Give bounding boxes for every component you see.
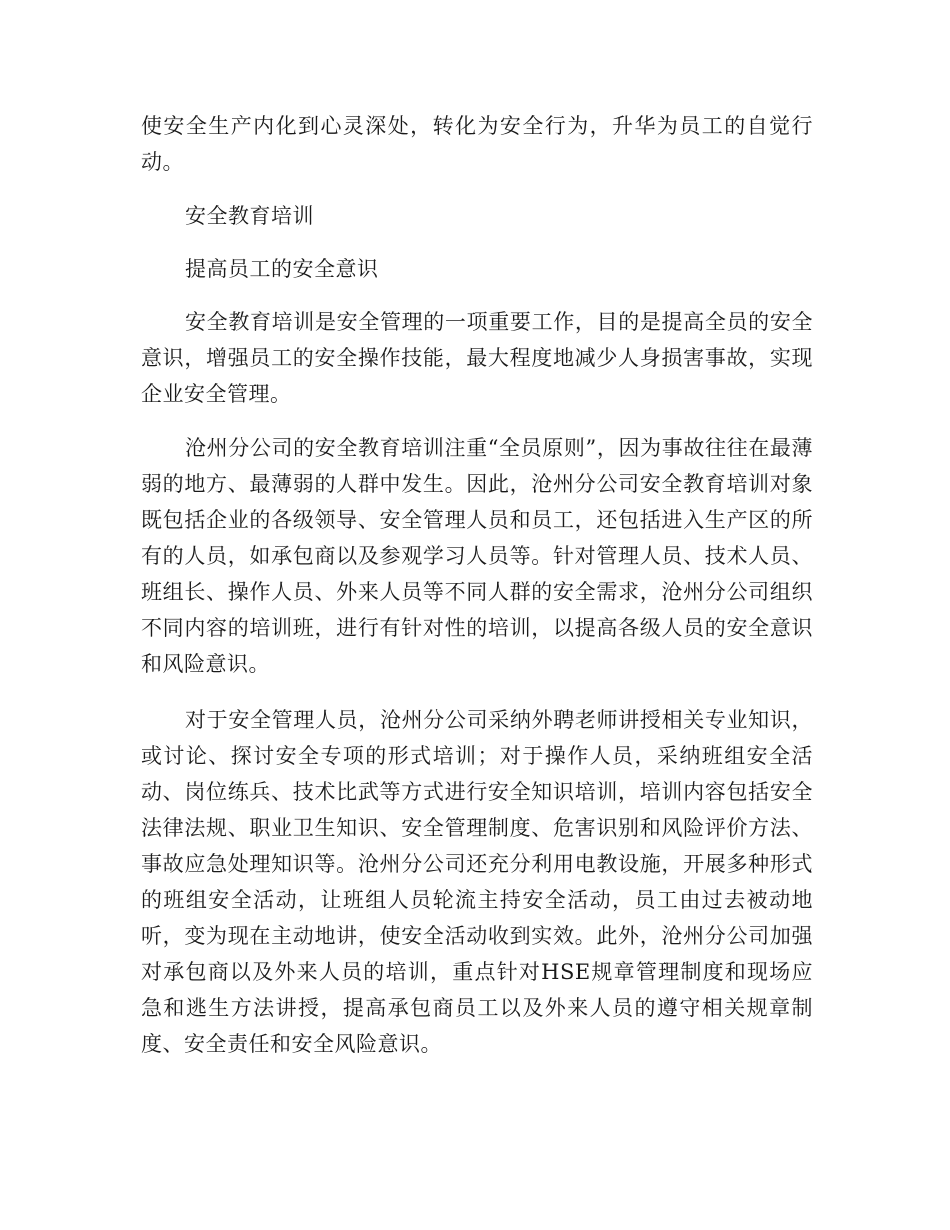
paragraph-intro: 安全教育培训是安全管理的一项重要工作，目的是提高全员的安全意识，增强员工的安全操作技能，最大程度地减少人身损害事故，实现企业安全管理。	[141, 310, 813, 406]
paragraph-all-staff-principle: 沧州分公司的安全教育培训注重“全员原则”，因为事故往往在最薄弱的地方、最薄弱的人群中发生。因此，沧州分公司安全教育培训对象既包括企业的各级领导、安全管理人员和员工，还包括进入生产区的所有的人员，如承包商以及参观学习人员等。针对管理人员、技术人员、班组长、操作人员、外来人员等不同人群的安全需求，沧州分公司组织不同内容的培训班，进行有针对性的培训，以提高各级人员的安全意识和风险意识。	[141, 436, 813, 676]
paragraph-continuation: 使安全生产内化到心灵深处，转化为安全行为，升华为员工的自觉行动。	[141, 114, 813, 174]
paragraph-training-methods: 对于安全管理人员，沧州分公司采纳外聘老师讲授相关专业知识，或讨论、探讨安全专项的形式培训；对于操作人员，采纳班组安全活动、岗位练兵、技术比武等方式进行安全知识培训，培训内容包括安全法律法规、职业卫生知识、安全管理制度、危害识别和风险评价方法、事故应急处理知识等。沧州分公司还充分利用电教设施，开展多种形式的班组安全活动，让班组人员轮流主持安全活动，员工由过去被动地听，变为现在主动地讲，使安全活动收到实效。此外，沧州分公司加强对承包商以及外来人员的培训，重点针对HSE规章管理制度和现场应急和逃生方法讲授，提高承包商员工以及外来人员的遵守相关规章制度、安全责任和安全风险意识。	[141, 708, 813, 1056]
subsection-heading: 提高员工的安全意识	[185, 257, 379, 281]
section-heading: 安全教育培训	[185, 204, 314, 228]
